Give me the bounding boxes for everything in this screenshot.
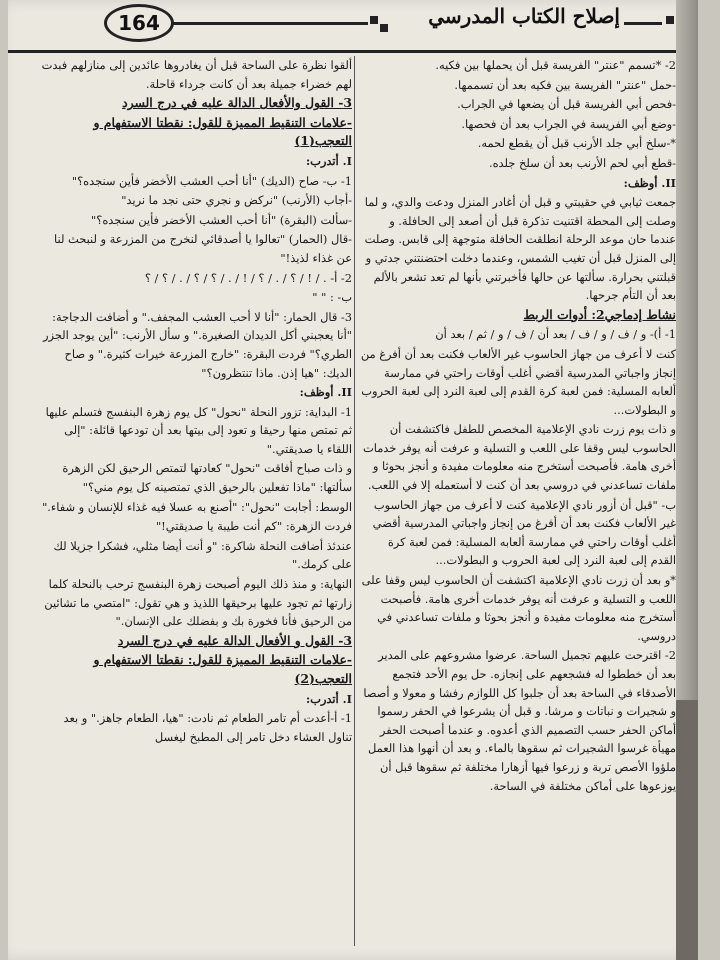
right-column: [360, 56, 676, 796]
left-column-paragraph: I. أتدرب:: [305, 153, 352, 168]
left-column-paragraph: فردت الزهرة: "كم أنت طيبة يا صديقتي!": [155, 519, 352, 534]
left-column-paragraph: -علامات التنقيط المميزة للقول: نقطتا الاستفهام و التعجب(2): [93, 652, 352, 686]
right-column-paragraph: -فحص أبي الفريسة قبل أن يضعها في الجراب.: [457, 97, 676, 112]
right-column-paragraph: -حمل "عنتر" الفريسة بين فكيه بعد أن تسممها.: [454, 77, 676, 92]
left-column-paragraph: -أجاب (الأرنب) "نركض و نجري حتى نجد ما نريد": [121, 193, 352, 208]
header-rule-right: [624, 22, 662, 25]
right-column-paragraph: -وضع أبي الفريسة في الجراب بعد أن فحصها.: [461, 116, 676, 131]
left-column-paragraph: 3- قال الحمار: "أنا لا أحب العشب المجفف." و أضافت الدجاجة: "أنا يعجبني أكل الديدان الصغيرة." و سأل الأرنب: "أين يوجد الجزر الطري؟" فردت البقرة: "خارج المزرعة خيرات كثيرة." و صاح الديك: "هيا إذن. ماذا تنتظرون؟": [43, 309, 352, 380]
header-title: إصلاح الكتاب المدرسي: [428, 4, 620, 28]
left-column-paragraph: 3- القول و الأفعال الدالة عليه في درج السرد: [117, 632, 352, 648]
left-column-paragraph: 3- القول والأفعال الدالة عليه في درج السرد: [122, 95, 352, 111]
right-column-paragraph: II. أوظف:: [623, 175, 676, 190]
page-number: 164: [104, 4, 174, 42]
header-square-ornament: [380, 24, 388, 32]
header-square-ornament: [370, 16, 378, 24]
right-column-paragraph: 1- أ)- و / ف / و / ف / بعد أن / ف / و / ثم / بعد أن: [435, 327, 676, 342]
left-column-paragraph: 1- ب- صاح (الديك) "أنا أحب العشب الأخضر فأين سنجده؟": [71, 173, 352, 188]
header-square-ornament: [666, 16, 674, 24]
right-column-paragraph: 2- *تسمم "عنتر" الفريسة قبل أن يحملها بين فكيه.: [435, 58, 676, 72]
column-divider: [354, 56, 355, 946]
right-column-paragraph: و ذات يوم زرت نادي الإعلامية المخصص للطفل فاكتشفت أن الحاسوب ليس وقفا على اللعب و التسلية و عرفت أنه يوفر خدمات أخرى هامة. فأصبحت أستخرج منه معلومات مفيدة و أنجز بحوثا و ملفات تساعدني في دروسي بعد أن كنت لا أستعمله إلا في اللعب.: [363, 422, 676, 493]
left-column-paragraph: 2- أ- . / ! / ؟ / . / ؟ / ! / . / ؟ / ؟ / . / ؟ / ؟: [144, 270, 352, 285]
left-column-paragraph: II. أوظف:: [299, 385, 352, 400]
right-column-paragraph: *-سلخ أبي جلد الأرنب قبل أن يقطع لحمه.: [477, 136, 676, 151]
left-column-paragraph: عندئذ أضافت النحلة شاكرة: "و أنت أيضا مثلي، فشكرا جزيلا لك على كرمك.": [53, 538, 352, 572]
left-column-paragraph: الوسط: أجابت "نحول": "أصنع به عسلا فيه غذاء للإنسان و شفاء.": [42, 499, 352, 514]
left-column-paragraph: 1- أ-أعدت أم تامر الطعام ثم نادت: "هيا، الطعام جاهز." و بعد تناول العشاء دخل تامر إلى المطبخ ليغسل: [63, 711, 352, 744]
right-column-paragraph: جمعت ثيابي في حقيبتي و قبل أن أغادر المنزل ودعت والدي، و لما وصلت إلى المحطة اقتنيت تذكرة قبل أن أصعد إلى الحافلة. و عندما حان موعد الرحلة انطلقت الحافلة متوجهة إلى قابس. وصلت إلى المنزل قبل أن تغيب الشمس، وعندما دخلت احتضنتني جدتي و قبلتني بحرارة. سألتها عن حالها فأخبرتني بأنها لم تعد تشعر بالألم بعد أن التأم جرحها.: [364, 195, 676, 303]
right-column-paragraph: 2- اقترحت عليهم تجميل الساحة. عرضوا مشروعهم على المدير بعد أن خططوا له فشجعهم على إنجازه. حل يوم الأحد فتجمع الأصدقاء في الساحة بعد أن جلبوا كل اللوازم رفشا و معولا و أصصا و شجيرات و نباتات و مرشا. و قبل أن يشرعوا في الحفر رسموا أماكن الحفر حسب التصميم الذي أعدوه. و عندما أصبحت الحفر مهيأة غرسوا الشجيرات ثم سقوها بالماء. و بعد أن أنهوا هذا العمل ملؤوا الأصص تربة و زرعوا فيها أزهارا مختلفة ثم سقوها قبل أن يوزعوها على أماكن مختلفة في الساحة.: [363, 648, 676, 793]
right-column-paragraph: *و بعد أن زرت نادي الإعلامية اكتشفت أن الحاسوب ليس وقفا على اللعب و التسلية و عرفت أنه يوفر خدمات أخرى هامة. فأصبحت أستخرج منه معلومات مفيدة و أنجز بحوثا و ملفات تساعدني في دروسي.: [361, 573, 676, 643]
left-column-paragraph: ب- : " ": [312, 290, 352, 305]
right-column-paragraph: نشاط إدماجي2: أدوات الربط: [523, 306, 676, 322]
left-column-paragraph: النهاية: و منذ ذلك اليوم أصبحت زهرة البنفسج ترحب بالنحلة كلما زارتها ثم تجود عليها برحيقها اللذيذ و هي تقول: "امتصي ما تشائين من الرحيق فأنا فخورة بك و بفضلك على الإنسان.": [44, 577, 352, 629]
page-header: [8, 0, 698, 53]
left-column-paragraph: ألقوا نظرة على الساحة قبل أن يغادروها عائدين إلى منازلهم فبدت لهم خضراء جميلة بعد أن كانت جرداء قاحلة.: [41, 58, 352, 91]
right-column-paragraph: -قطع أبي لحم الأرنب بعد أن سلخ جلده.: [488, 155, 676, 170]
left-column-paragraph: -علامات التنقيط المميزة للقول: نقطتا الاستفهام و التعجب(1): [93, 114, 352, 149]
left-column-paragraph: و ذات صباح أفاقت "نحول" كعادتها لتمتص الرحيق لكن الزهرة سألتها: "ماذا تفعلين بالرحيق الذي تمتصينه كل يوم مني؟": [62, 461, 352, 495]
book-page: [8, 0, 698, 960]
left-column-paragraph: -سألت (البقرة) "أنا أحب العشب الأخضر فأين سنجده؟": [91, 212, 352, 227]
header-rule-left: [172, 22, 368, 25]
left-column: [40, 56, 352, 747]
right-column-paragraph: ب- "قبل أن أزور نادي الإعلامية كنت لا أعرف من جهاز الحاسوب غير الألعاب فكنت بعد أن أفرغ من إنجاز واجباتي المدرسية أقضي أغلب أوقات راحتي في ممارسة ألعابه المسلية: فمن لعبة كرة القدم إلى لعبة النرد إلى لعبة الحروب و البطولات...: [372, 497, 676, 568]
left-column-paragraph: -قال (الحمار) "تعالوا يا أصدقائي لنخرج من المزرعة و لنبحث لنا عن غذاء لذيذ!": [54, 232, 352, 265]
left-column-paragraph: 1- البداية: تزور النحلة "نحول" كل يوم زهرة البنفسج فتسلم عليها ثم تمتص منها رحيقا و تعود إلى بيتها بعد أن تودعها قائلة: "إلى اللقاء يا صديقتي.": [45, 404, 352, 456]
page-corner-shadow: [676, 700, 698, 960]
right-column-paragraph: كنت لا أعرف من جهاز الحاسوب غير الألعاب فكنت بعد أن أفرغ من إنجاز واجباتي المدرسية أقضي أغلب أوقات راحتي في ممارسة ألعابه المسلية: فمن لعبة كرة القدم إلى لعبة النرد إلى لعبة الحروب و البطولات...: [360, 346, 676, 417]
left-column-paragraph: I. أتدرب:: [305, 691, 352, 706]
